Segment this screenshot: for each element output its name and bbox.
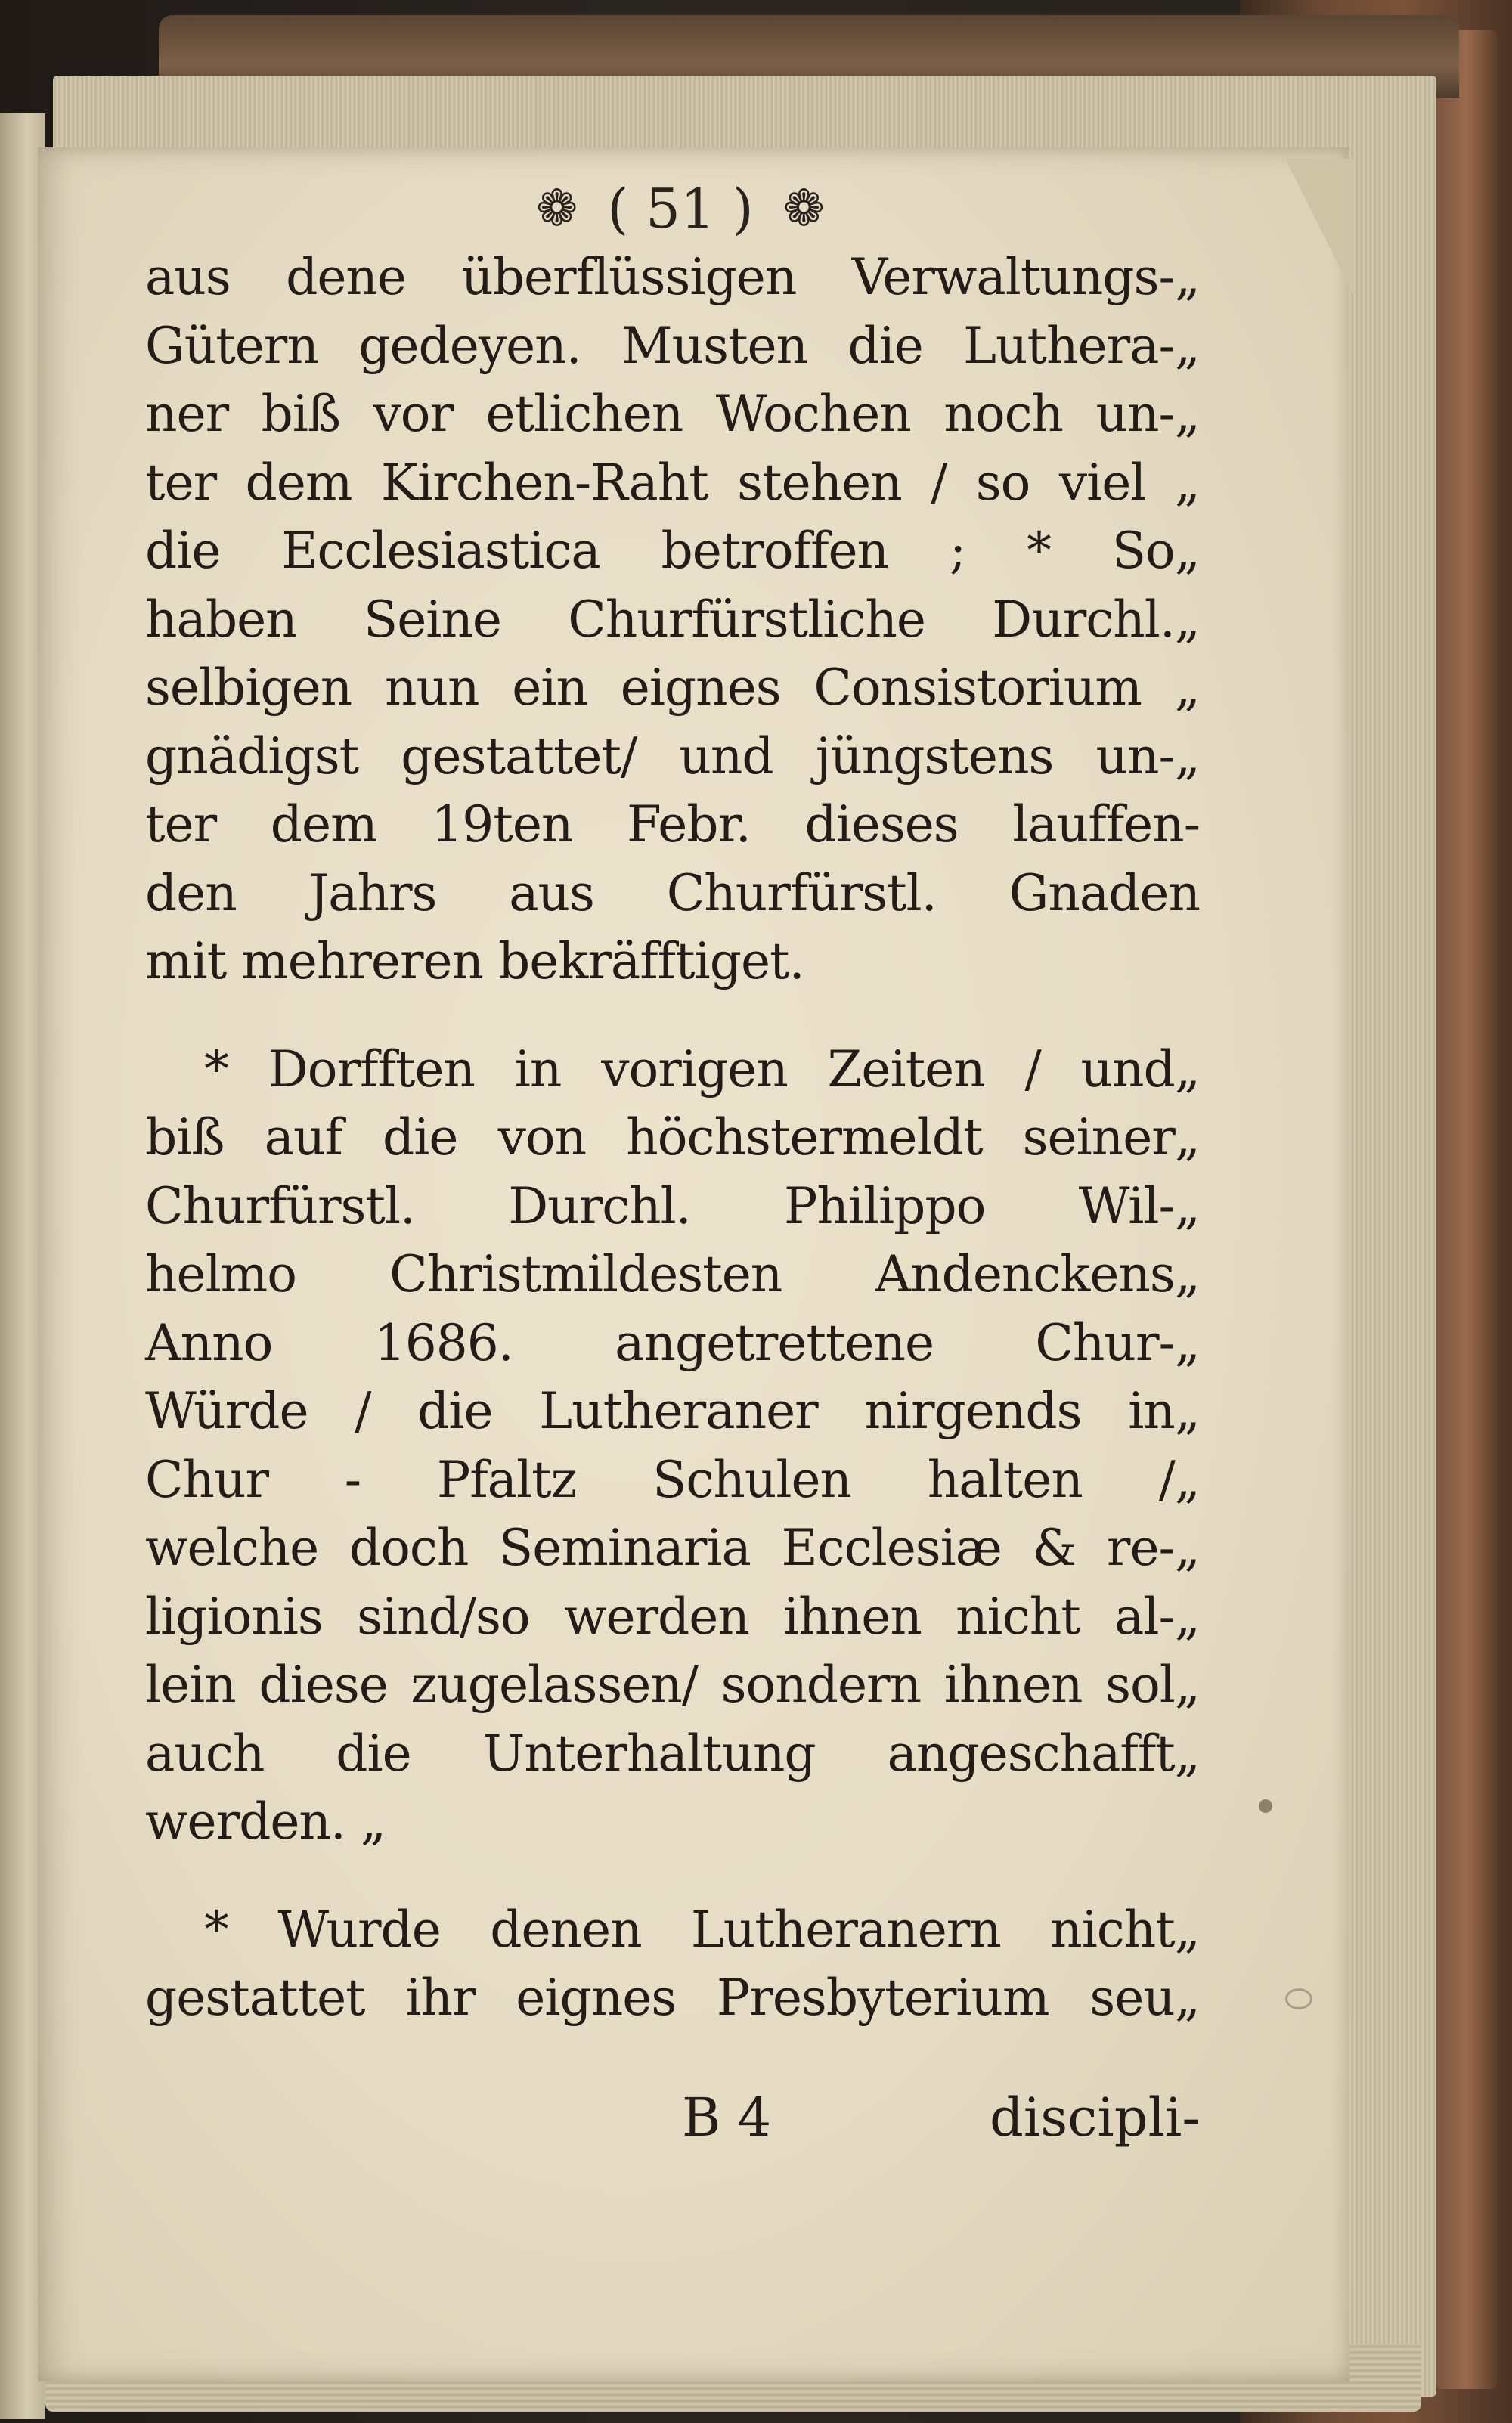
text-line: den Jahrs aus Churfürstl. Gnaden — [145, 863, 1200, 922]
catchword: discipli- — [990, 2087, 1200, 2149]
ink-spot — [1259, 1799, 1272, 1813]
left-ornament-icon: ❁ — [536, 179, 578, 237]
page-footer — [145, 2087, 1200, 2162]
text-line: aus dene überflüssigen Verwaltungs-„ — [145, 248, 1200, 306]
text-line: Churfürstl. Durchl. Philippo Wil-„ — [145, 1176, 1200, 1235]
text-line: Anno 1686. angetrettene Chur-„ — [145, 1313, 1200, 1372]
text-line: lein diese zugelassen/ sondern ihnen sol„ — [145, 1656, 1200, 1714]
signature-mark: B 4 — [682, 2087, 772, 2149]
text-line: Chur - Pfaltz Schulen halten /„ — [145, 1450, 1200, 1509]
text-line: ter dem 19ten Febr. dieses lauffen- — [145, 795, 1200, 854]
paragraph-2 — [145, 1036, 1200, 1857]
cover-edge — [1436, 30, 1497, 2389]
text-line: welche doch Seminaria Ecclesiæ & re-„ — [145, 1519, 1200, 1577]
text-line: biß auf die von höchstermeldt seiner„ — [145, 1108, 1200, 1167]
page-number: ( 51 ) — [607, 177, 754, 240]
page-header — [484, 163, 877, 246]
text-line: helmo Christmildesten Andenckens„ — [145, 1245, 1200, 1303]
paragraph-gap — [145, 996, 1200, 1036]
text-line: mit mehreren bekräfftiget. — [145, 932, 804, 990]
paper-blemish — [1285, 1988, 1312, 2009]
paragraph-3 — [145, 1896, 1200, 2033]
text-line: die Ecclesiastica betroffen ; * So„ — [145, 522, 1200, 580]
text-line: Gütern gedeyen. Musten die Luthera-„ — [145, 316, 1200, 375]
page-text — [145, 243, 1200, 2033]
text-line: gestattet ihr eignes Presbyterium seu„ — [145, 1969, 1200, 2027]
text-line: auch die Unterhaltung angeschafft„ — [145, 1724, 1200, 1783]
text-line: werden. „ — [145, 1792, 386, 1851]
corner-fold — [1285, 159, 1353, 295]
text-line: gnädigst gestattet/ und jüngstens un-„ — [145, 727, 1200, 785]
text-line: Würde / die Lutheraner nirgends in„ — [145, 1382, 1200, 1440]
text-line: haben Seine Churfürstliche Durchl.„ — [145, 590, 1200, 649]
text-line: ner biß vor etlichen Wochen noch un-„ — [145, 385, 1200, 443]
paragraph-gap — [145, 1857, 1200, 1896]
text-line: * Wurde denen Lutheranern nicht„ — [204, 1900, 1200, 1959]
text-line: * Dorfften in vorigen Zeiten / und„ — [204, 1040, 1200, 1098]
right-ornament-icon: ❁ — [782, 179, 825, 237]
text-line: selbigen nun ein eignes Consistorium „ — [145, 658, 1200, 717]
text-line: ligionis sind/so werden ihnen nicht al-„ — [145, 1587, 1200, 1646]
text-line: ter dem Kirchen-Raht stehen / so viel „ — [145, 453, 1200, 512]
paragraph-1 — [145, 243, 1200, 996]
